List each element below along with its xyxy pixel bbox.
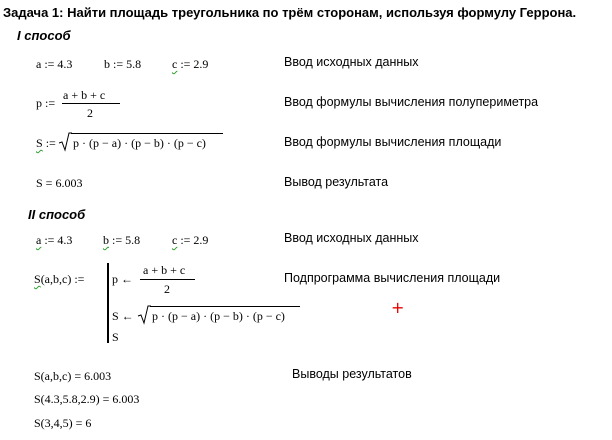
sub-p-assign[interactable]: p ← [112, 272, 133, 286]
input2-a-var: a [36, 233, 42, 247]
input2-b-var: b [103, 233, 109, 247]
inputs-description: Ввод исходных данных [284, 55, 419, 69]
sqrt-icon [137, 305, 151, 325]
input2-a[interactable] [36, 233, 72, 248]
sqrt-overline [71, 133, 223, 134]
sqrt-overline [150, 306, 300, 307]
input-b[interactable]: b := 5.8 [104, 57, 142, 71]
sub-p-fraction-bar [140, 279, 195, 280]
s-assign: := [42, 136, 56, 150]
input2-a-value: := 4.3 [41, 233, 73, 247]
sqrt-icon [58, 132, 72, 152]
function-name: S [34, 272, 41, 286]
program-bracket [107, 263, 109, 343]
s-description: Ввод формулы вычисления площади [284, 135, 502, 149]
crosshair-cursor-icon: + [391, 298, 405, 317]
input2-c-value: := 2.9 [177, 233, 209, 247]
function-params: (a,b,c) := [40, 272, 85, 286]
result-description: Вывод результата [284, 175, 389, 189]
input2-c[interactable] [172, 233, 208, 248]
sub-p-denominator[interactable]: 2 [164, 282, 170, 296]
result-line-1[interactable]: S(a,b,c) = 6.003 [34, 369, 112, 383]
result-line-3[interactable]: S(3,4,5) = 6 [34, 416, 92, 430]
input2-c-var: c [172, 233, 178, 247]
sub-return[interactable]: S [112, 330, 119, 344]
s-definition-lhs[interactable] [36, 136, 56, 151]
task-title: Задача 1: Найти площадь треугольника по трём сторонам, используя формулу Геррона. [3, 5, 577, 20]
function-signature[interactable] [34, 272, 84, 287]
p-denominator[interactable]: 2 [87, 106, 93, 120]
inputs2-description: Ввод исходных данных [284, 231, 419, 245]
method2-heading: II способ [28, 207, 86, 222]
s-radicand[interactable]: p · (p − a) · (p − b) · (p − c) [73, 136, 206, 150]
sub-s-assign[interactable]: S ← [112, 309, 134, 323]
result-line-2[interactable]: S(4.3,5.8,2.9) = 6.003 [34, 392, 140, 406]
p-definition-lhs[interactable]: p := [36, 96, 56, 110]
sub-p-numerator[interactable]: a + b + c [143, 263, 186, 277]
input2-b[interactable] [103, 233, 140, 248]
p-description: Ввод формулы вычисления полупериметра [284, 95, 539, 109]
sub-s-radicand[interactable]: p · (p − a) · (p − b) · (p − c) [152, 309, 285, 323]
results-description: Выводы результатов [292, 367, 412, 381]
p-fraction-bar [62, 103, 120, 104]
p-numerator[interactable]: a + b + c [63, 88, 106, 102]
method1-heading: I способ [17, 28, 71, 43]
input2-b-value: := 5.8 [109, 233, 141, 247]
input-c-value: := 2.9 [177, 57, 209, 71]
input-a[interactable]: a := 4.3 [36, 57, 73, 71]
s-var: S [36, 136, 43, 150]
s-result[interactable]: S = 6.003 [36, 176, 83, 190]
subprogram-description: Подпрограмма вычисления площади [284, 271, 501, 285]
input-c[interactable] [172, 57, 208, 72]
input-c-var: c [172, 57, 178, 71]
